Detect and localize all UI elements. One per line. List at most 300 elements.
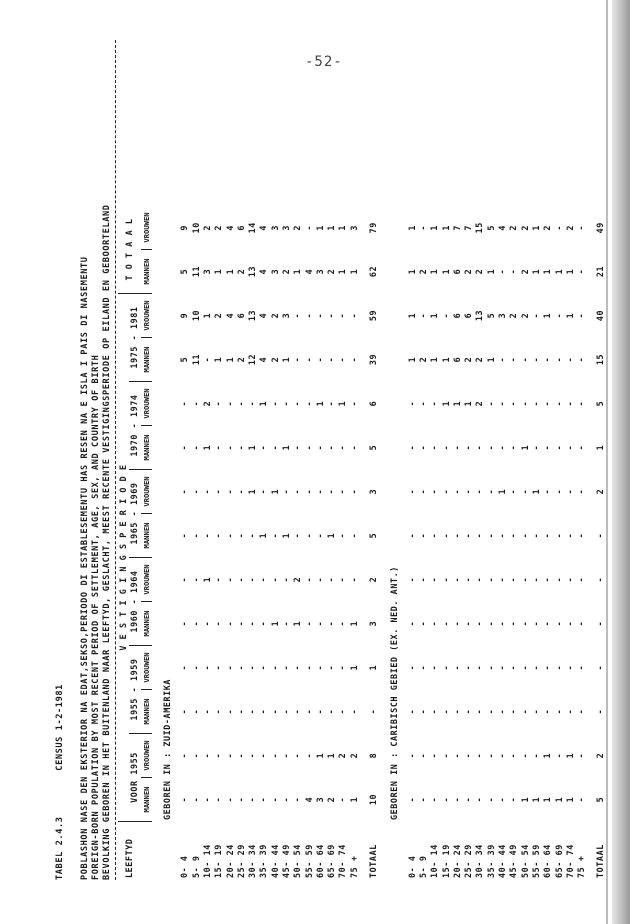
cell-value: -: [530, 444, 541, 451]
cell-value: -: [417, 752, 428, 759]
section-title: GEBOREN IN : CARIBISCH GEBIED (EX. NED. ANT.): [389, 566, 400, 820]
cell-value: -: [303, 400, 314, 407]
cell-value: 2: [508, 224, 519, 231]
cell-value: 2: [474, 400, 485, 407]
cell-value: -: [247, 796, 258, 803]
cell-value: -: [190, 752, 201, 759]
total-label: TOTAAL: [368, 844, 379, 878]
table-row: [270, 206, 281, 880]
female-header: VROUWEN: [141, 382, 152, 426]
vestiging-header: V E S T I G I N G S P E R I O D E: [118, 294, 129, 822]
cell-value: -: [269, 532, 280, 539]
cell-value: -: [497, 356, 508, 363]
cell-value: -: [576, 444, 587, 451]
cell-value: -: [269, 576, 280, 583]
cell-value: -: [337, 488, 348, 495]
period-header-row: [129, 206, 140, 880]
total-value: 5: [368, 444, 379, 451]
cell-value: -: [224, 444, 235, 451]
cell-value: -: [224, 796, 235, 803]
age-header: LEEFTYD: [123, 838, 134, 878]
data-table: [118, 206, 607, 880]
cell-value: -: [417, 796, 428, 803]
cell-value: -: [519, 532, 530, 539]
total-value: 3: [368, 620, 379, 627]
cell-value: -: [247, 620, 258, 627]
cell-value: -: [269, 400, 280, 407]
cell-value: 2: [292, 576, 303, 583]
total-value: 1: [368, 664, 379, 671]
cell-value: 1: [314, 224, 325, 231]
cell-value: -: [519, 356, 530, 363]
cell-value: -: [576, 708, 587, 715]
cell-value: -: [417, 664, 428, 671]
cell-value: -: [485, 752, 496, 759]
cell-value: -: [292, 752, 303, 759]
cell-value: -: [258, 796, 269, 803]
cell-value: 1: [281, 532, 291, 539]
cell-value: -: [474, 620, 485, 627]
cell-value: -: [179, 620, 190, 627]
cell-value: -: [508, 576, 519, 583]
table-row: [497, 206, 508, 880]
cell-value: -: [406, 620, 417, 627]
cell-value: -: [292, 796, 303, 803]
cell-value: -: [451, 752, 462, 759]
cell-value: -: [179, 444, 190, 451]
total-label: TOTAAL: [595, 844, 606, 878]
cell-value: -: [417, 620, 428, 627]
cell-value: -: [235, 488, 246, 495]
cell-value: -: [269, 444, 280, 451]
cell-value: -: [235, 664, 246, 671]
cell-value: 2: [235, 356, 246, 363]
total-value: 5: [595, 400, 606, 407]
blank: [141, 822, 152, 881]
cell-value: -: [417, 488, 428, 495]
table-row: [531, 206, 542, 880]
cell-value: -: [190, 708, 201, 715]
cell-value: 1: [440, 356, 451, 363]
cell-value: -: [530, 708, 541, 715]
cell-value: -: [530, 356, 541, 363]
cell-value: 1: [326, 224, 337, 231]
cell-value: -: [406, 400, 417, 407]
cell-value: 2: [201, 400, 212, 407]
age-group: 15- 19: [213, 844, 224, 878]
cell-value: 1: [564, 268, 575, 275]
cell-value: -: [224, 708, 235, 715]
cell-value: -: [463, 620, 474, 627]
cell-value: 2: [213, 312, 224, 319]
cell-value: -: [429, 488, 440, 495]
cell-value: -: [190, 532, 201, 539]
age-group: 60- 64: [542, 844, 553, 878]
age-group: 20- 24: [451, 844, 462, 878]
age-group: 15- 19: [440, 844, 451, 878]
cell-value: -: [429, 532, 440, 539]
cell-value: 1: [519, 796, 530, 803]
cell-value: 1: [247, 488, 258, 495]
cell-value: 2: [417, 356, 428, 363]
cell-value: -: [406, 576, 417, 583]
cell-value: 1: [337, 224, 348, 231]
cell-value: -: [348, 312, 359, 319]
cell-value: -: [326, 576, 337, 583]
cell-value: -: [348, 708, 359, 715]
cell-value: 1: [348, 268, 359, 275]
cell-value: 1: [553, 268, 564, 275]
cell-value: 12: [247, 353, 258, 366]
age-group: 0- 4: [179, 855, 190, 878]
cell-value: -: [269, 752, 280, 759]
table-row: [337, 206, 348, 880]
cell-value: 6: [451, 268, 462, 275]
table-row: [407, 206, 418, 880]
female-header: VROUWEN: [141, 734, 152, 778]
cell-value: -: [542, 400, 553, 407]
cell-value: -: [258, 752, 269, 759]
cell-value: 1: [326, 532, 337, 539]
age-group: 55- 59: [303, 844, 314, 878]
cell-value: 1: [201, 312, 212, 319]
table-row: [247, 206, 258, 880]
cell-value: 1: [314, 400, 325, 407]
cell-value: 1: [258, 400, 269, 407]
age-group: 70- 74: [564, 844, 575, 878]
document: [55, 40, 607, 880]
cell-value: -: [576, 356, 587, 363]
cell-value: 1: [429, 268, 440, 275]
table-row: [553, 206, 564, 880]
cell-value: -: [508, 444, 519, 451]
cell-value: -: [326, 312, 337, 319]
cell-value: -: [213, 532, 224, 539]
period-header: 1965 - 1969: [129, 470, 140, 558]
male-header: MANNEN: [141, 514, 152, 558]
cell-value: -: [235, 532, 246, 539]
cell-value: -: [213, 488, 224, 495]
cell-value: -: [497, 400, 508, 407]
cell-value: -: [201, 532, 212, 539]
cell-value: -: [429, 576, 440, 583]
cell-value: -: [564, 576, 575, 583]
total-value: 2: [368, 576, 379, 583]
cell-value: -: [576, 752, 587, 759]
cell-value: -: [281, 488, 291, 495]
cell-value: 2: [519, 312, 530, 319]
cell-value: -: [190, 620, 201, 627]
cell-value: -: [530, 576, 541, 583]
cell-value: -: [429, 444, 440, 451]
cell-value: -: [201, 620, 212, 627]
cell-value: 2: [564, 224, 575, 231]
age-group: 45- 49: [508, 844, 519, 878]
cell-value: -: [314, 664, 325, 671]
description-dutch: BEVOLKING GEBOREN IN HET BUITENLAND NAAR LEEFTYD, GESLACHT, MEEST RECENTE VESTIGINGSPERIODE OP EILAND EN GEBOORTELAND: [102, 204, 112, 880]
rotated-page: [55, 40, 606, 880]
cell-value: 1: [530, 268, 541, 275]
age-group: 50- 54: [292, 844, 303, 878]
cell-value: -: [530, 752, 541, 759]
cell-value: -: [564, 708, 575, 715]
age-group: 55- 59: [530, 844, 541, 878]
cell-value: 3: [348, 224, 359, 231]
table-row: [520, 206, 531, 880]
cell-value: -: [553, 400, 564, 407]
cell-value: -: [281, 620, 291, 627]
cell-value: 1: [213, 356, 224, 363]
cell-value: 1: [348, 664, 359, 671]
table-row: [179, 206, 190, 880]
cell-value: -: [213, 400, 224, 407]
cell-value: 7: [451, 224, 462, 231]
period-header: VOOR 1955: [129, 734, 140, 822]
table-row: [565, 206, 576, 880]
cell-value: -: [179, 752, 190, 759]
cell-value: -: [269, 708, 280, 715]
cell-value: 6: [235, 224, 246, 231]
total-value: 5: [368, 532, 379, 539]
cell-value: -: [406, 708, 417, 715]
cell-value: -: [201, 356, 212, 363]
cell-value: 6: [451, 312, 462, 319]
cell-value: 2: [519, 224, 530, 231]
cell-value: -: [326, 356, 337, 363]
age-group: 75 +: [348, 855, 359, 878]
cell-value: -: [303, 444, 314, 451]
cell-value: 2: [474, 356, 485, 363]
cell-value: -: [314, 444, 325, 451]
total-value: 10: [368, 793, 379, 806]
cell-value: -: [303, 312, 314, 319]
female-header: VROUWEN: [141, 646, 152, 690]
cell-value: -: [213, 796, 224, 803]
cell-value: -: [281, 576, 291, 583]
cell-value: 4: [258, 224, 269, 231]
cell-value: -: [337, 664, 348, 671]
cell-value: 1: [542, 796, 553, 803]
cell-value: 1: [564, 312, 575, 319]
cell-value: -: [440, 620, 451, 627]
cell-value: -: [201, 752, 212, 759]
cell-value: 1: [314, 752, 325, 759]
male-header: MANNEN: [141, 426, 152, 470]
age-group: 5- 9: [190, 855, 201, 878]
female-header: VROUWEN: [141, 470, 152, 514]
cell-value: -: [553, 532, 564, 539]
table-body: [152, 206, 607, 880]
cell-value: 3: [314, 796, 325, 803]
cell-value: -: [303, 752, 314, 759]
cell-value: -: [314, 488, 325, 495]
cell-value: -: [451, 532, 462, 539]
table-description: [80, 40, 113, 880]
cell-value: 3: [201, 268, 212, 275]
cell-value: -: [292, 400, 303, 407]
cell-value: -: [474, 796, 485, 803]
cell-value: -: [190, 488, 201, 495]
cell-value: -: [337, 708, 348, 715]
cell-value: 10: [190, 309, 201, 322]
age-group: 25- 29: [463, 844, 474, 878]
cell-value: -: [485, 488, 496, 495]
cell-value: 1: [542, 268, 553, 275]
cell-value: -: [247, 532, 258, 539]
cell-value: -: [564, 532, 575, 539]
cell-value: -: [497, 664, 508, 671]
cell-value: -: [417, 532, 428, 539]
cell-value: 2: [213, 224, 224, 231]
cell-value: -: [281, 708, 291, 715]
total-value: -: [595, 664, 606, 671]
cell-value: -: [474, 488, 485, 495]
cell-value: -: [213, 708, 224, 715]
cell-value: -: [542, 576, 553, 583]
table-heading: [55, 40, 66, 880]
cell-value: 6: [451, 356, 462, 363]
cell-value: -: [576, 488, 587, 495]
cell-value: -: [463, 664, 474, 671]
cell-value: -: [235, 400, 246, 407]
cell-value: -: [542, 532, 553, 539]
cell-value: -: [247, 576, 258, 583]
cell-value: -: [530, 664, 541, 671]
cell-value: -: [485, 708, 496, 715]
total-value: 21: [595, 265, 606, 278]
cell-value: 1: [281, 444, 291, 451]
cell-value: 2: [201, 224, 212, 231]
cell-value: -: [519, 664, 530, 671]
age-group: 40- 44: [497, 844, 508, 878]
cell-value: 1: [542, 312, 553, 319]
cell-value: -: [348, 576, 359, 583]
cell-value: -: [576, 224, 587, 231]
cell-value: -: [303, 708, 314, 715]
cell-value: 1: [485, 268, 496, 275]
cell-value: -: [463, 576, 474, 583]
cell-value: -: [406, 664, 417, 671]
cell-value: -: [519, 576, 530, 583]
cell-value: -: [326, 444, 337, 451]
cell-value: -: [485, 796, 496, 803]
cell-value: -: [235, 708, 246, 715]
table-row: [542, 206, 553, 880]
cell-value: 2: [337, 752, 348, 759]
cell-value: 3: [281, 224, 291, 231]
cell-value: -: [235, 620, 246, 627]
cell-value: -: [553, 488, 564, 495]
age-group: 65- 69: [326, 844, 337, 878]
cell-value: -: [508, 796, 519, 803]
cell-value: -: [451, 488, 462, 495]
cell-value: -: [201, 664, 212, 671]
cell-value: 3: [269, 224, 280, 231]
cell-value: -: [406, 532, 417, 539]
cell-value: -: [440, 488, 451, 495]
total-value: 49: [595, 222, 606, 234]
female-header: VROUWEN: [141, 206, 152, 250]
sex-header-row: [141, 206, 152, 880]
census-date: CENSUS 1-2-1981: [55, 684, 65, 771]
cell-value: -: [553, 224, 564, 231]
cell-value: -: [553, 356, 564, 363]
cell-value: 9: [179, 224, 190, 231]
cell-value: 11: [190, 353, 201, 366]
cell-value: -: [497, 268, 508, 275]
cell-value: -: [201, 708, 212, 715]
total-value: -: [595, 620, 606, 627]
age-group: 25- 29: [235, 844, 246, 878]
cell-value: 1: [337, 400, 348, 407]
female-header: VROUWEN: [141, 294, 152, 338]
cell-value: 1: [406, 356, 417, 363]
cell-value: 9: [179, 312, 190, 319]
cell-value: 2: [474, 268, 485, 275]
cell-value: -: [429, 400, 440, 407]
cell-value: 2: [417, 268, 428, 275]
age-group: 35- 39: [258, 844, 269, 878]
table-row: [463, 206, 474, 880]
cell-value: -: [429, 620, 440, 627]
cell-value: -: [508, 620, 519, 627]
cell-value: -: [542, 444, 553, 451]
cell-value: -: [519, 488, 530, 495]
total-row: [587, 206, 606, 880]
cell-value: -: [576, 400, 587, 407]
cell-value: 6: [463, 312, 474, 319]
cell-value: -: [474, 664, 485, 671]
total-row: [360, 206, 379, 880]
total-value: -: [368, 708, 379, 715]
cell-value: -: [224, 400, 235, 407]
cell-value: -: [440, 664, 451, 671]
cell-value: -: [258, 620, 269, 627]
age-group: 75 +: [576, 855, 587, 878]
cell-value: 1: [542, 752, 553, 759]
cell-value: -: [474, 752, 485, 759]
cell-value: 1: [406, 312, 417, 319]
cell-value: -: [337, 312, 348, 319]
cell-value: -: [451, 620, 462, 627]
cell-value: 1: [348, 796, 359, 803]
cell-value: -: [179, 708, 190, 715]
cell-value: -: [292, 488, 303, 495]
total-value: -: [595, 708, 606, 715]
age-group: 30- 34: [247, 844, 258, 878]
cell-value: 7: [463, 224, 474, 231]
cell-value: -: [235, 752, 246, 759]
period-header: 1955 - 1959: [129, 646, 140, 734]
cell-value: 1: [247, 444, 258, 451]
age-group: 10- 14: [429, 844, 440, 878]
cell-value: 2: [326, 796, 337, 803]
cell-value: 3: [497, 312, 508, 319]
age-group: 35- 39: [485, 844, 496, 878]
cell-value: -: [269, 796, 280, 803]
cell-value: 10: [190, 222, 201, 234]
cell-value: -: [519, 400, 530, 407]
cell-value: -: [417, 576, 428, 583]
table-row: [224, 206, 235, 880]
cell-value: -: [553, 444, 564, 451]
description-english: FOREIGN-BORN POPULATION BY MOST RECENT PERIOD OF SETTLEMENT, AGE, SEX, AND COUNTRY OF BIRTH: [91, 354, 101, 880]
cell-value: -: [201, 796, 212, 803]
total-value: 8: [368, 752, 379, 759]
cell-value: -: [326, 400, 337, 407]
cell-value: 6: [235, 312, 246, 319]
cell-value: -: [463, 532, 474, 539]
